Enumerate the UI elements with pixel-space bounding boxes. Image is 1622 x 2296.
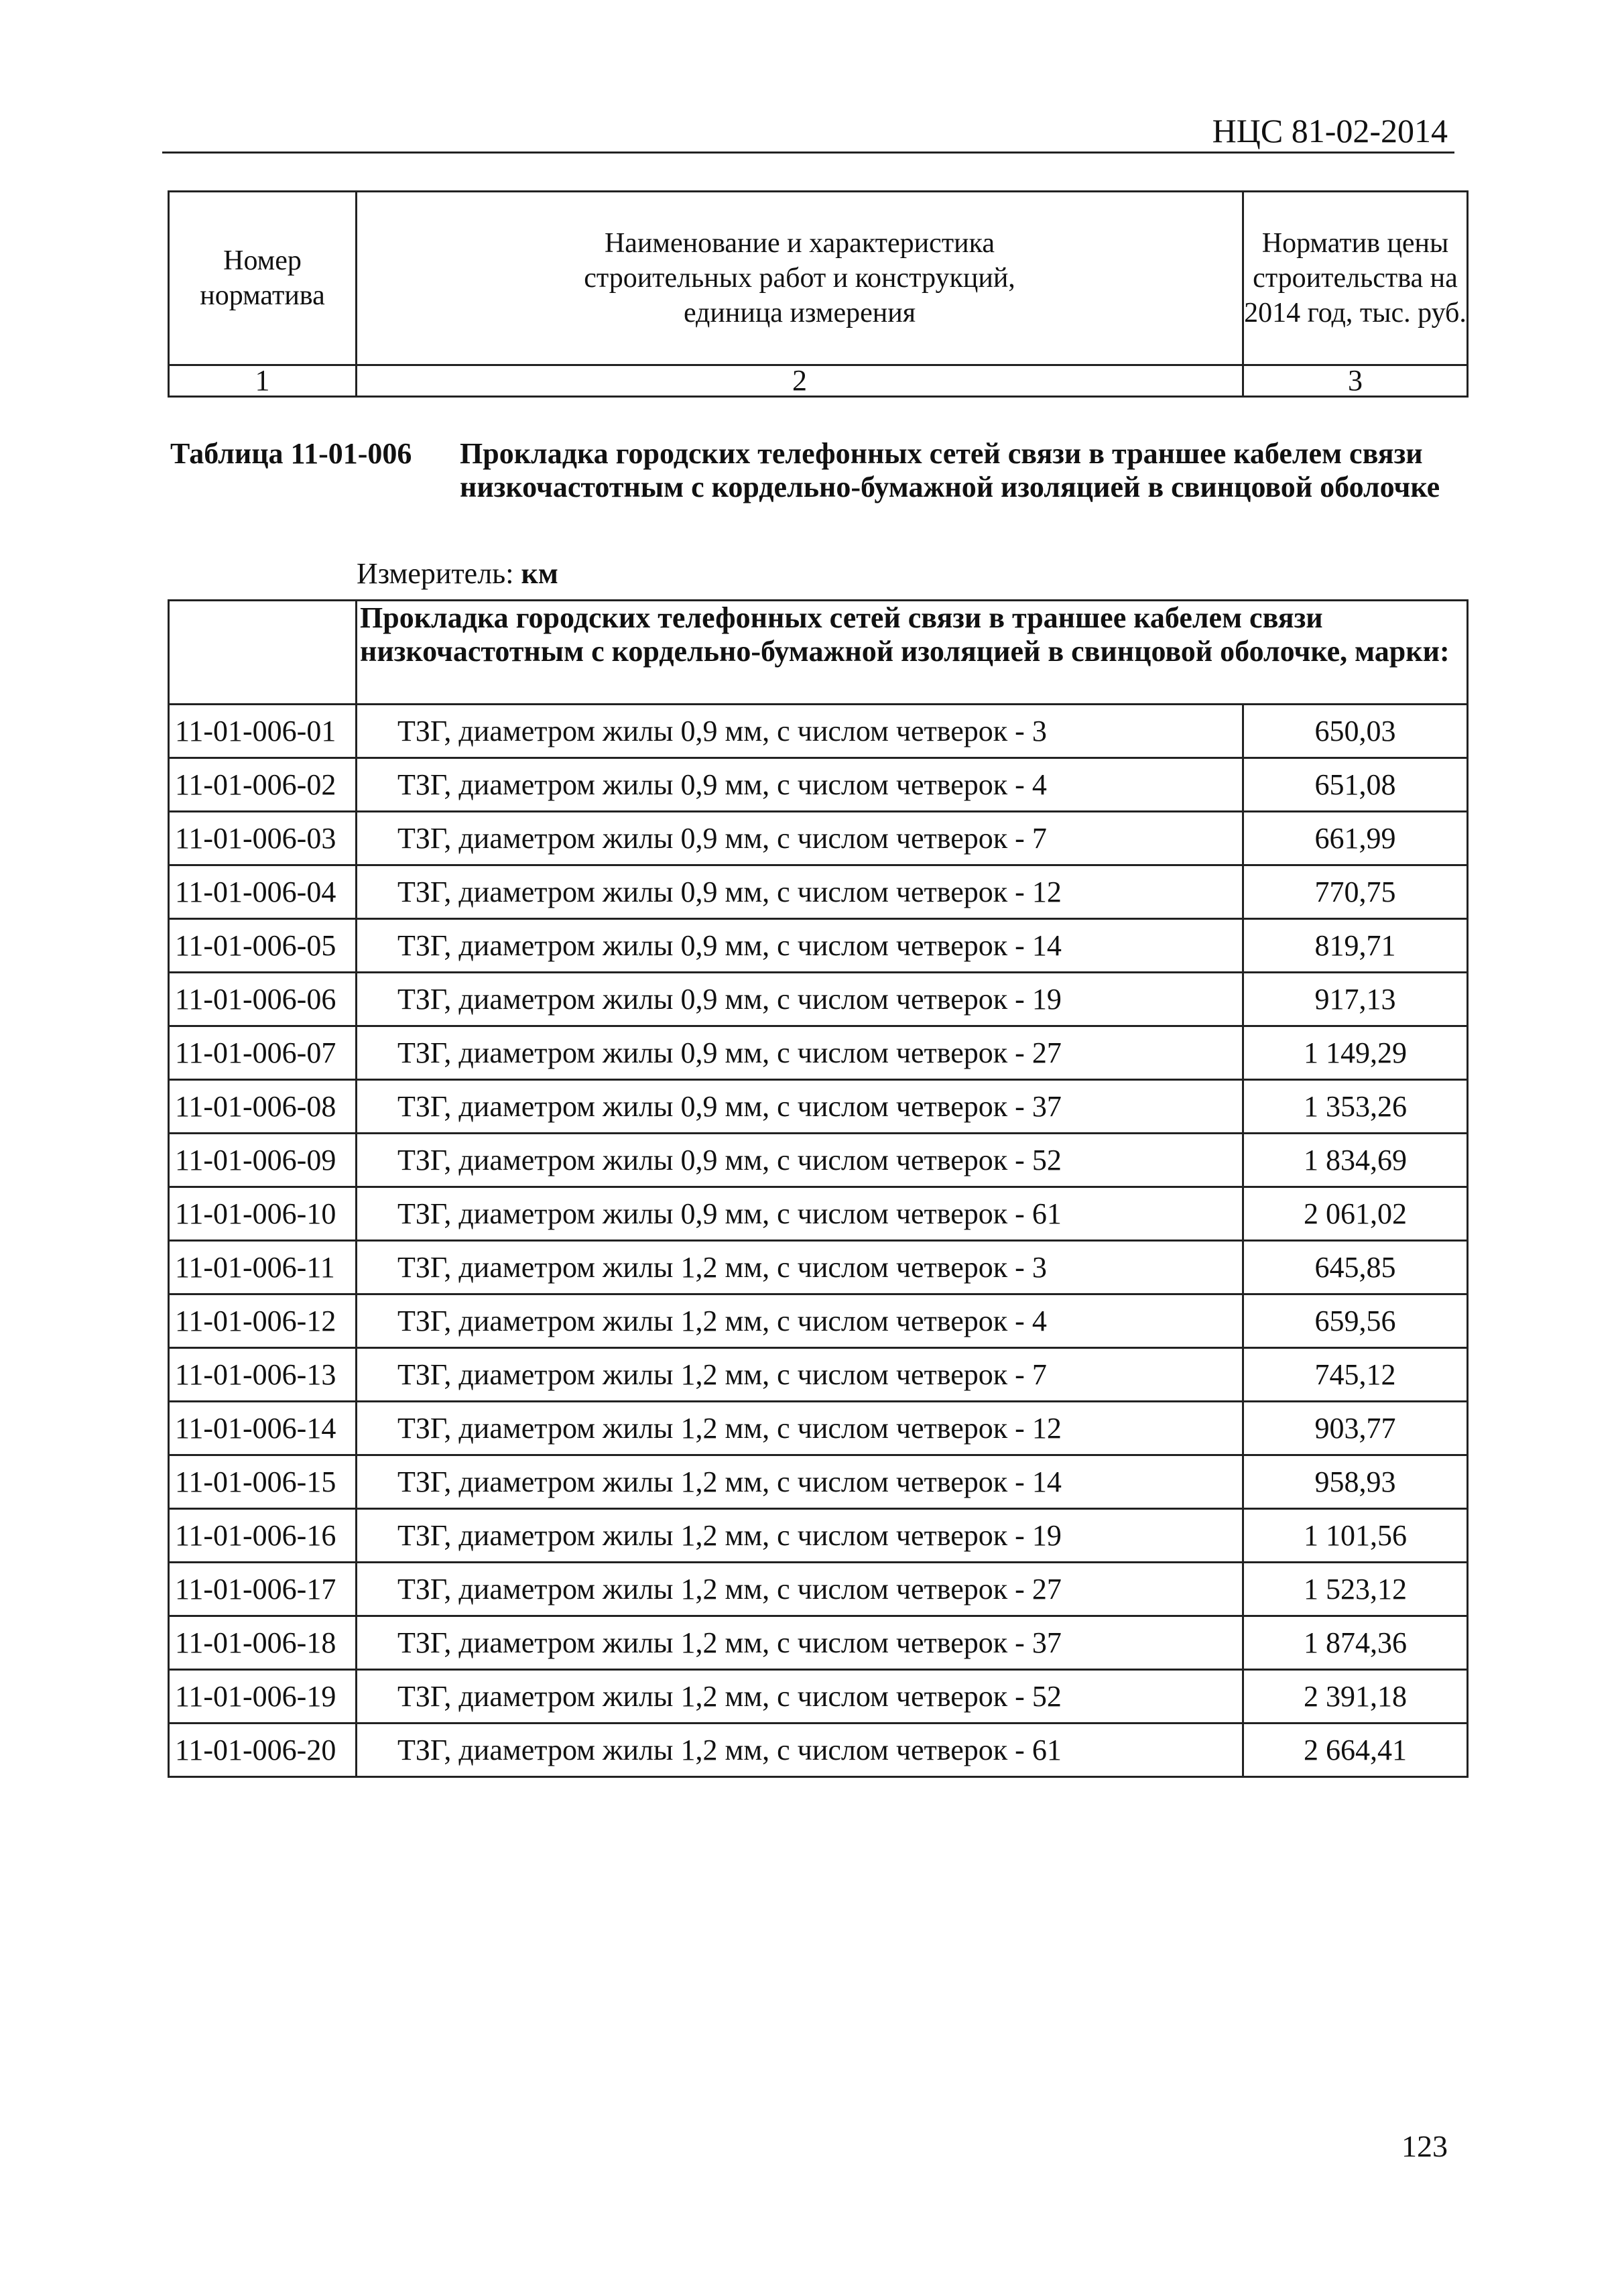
price-cell: 917,13 — [1243, 973, 1468, 1026]
norm-code-cell: 11-01-006-04 — [169, 865, 357, 919]
table-row — [169, 1080, 1468, 1134]
table-row — [169, 1509, 1468, 1563]
norm-code-cell: 11-01-006-09 — [169, 1134, 357, 1187]
description-cell: ТЗГ, диаметром жилы 1,2 мм, с числом четверок - 7 — [357, 1348, 1243, 1402]
table-row — [169, 1616, 1468, 1670]
norm-code-cell: 11-01-006-05 — [169, 919, 357, 973]
price-cell: 958,93 — [1243, 1455, 1468, 1509]
table-row — [169, 1241, 1468, 1294]
header-rule — [162, 152, 1454, 154]
description-cell: ТЗГ, диаметром жилы 0,9 мм, с числом четверок - 4 — [357, 758, 1243, 812]
price-cell: 1 101,56 — [1243, 1509, 1468, 1563]
unit-value: км — [521, 557, 558, 590]
description-cell: ТЗГ, диаметром жилы 0,9 мм, с числом четверок - 12 — [357, 865, 1243, 919]
column-number-1: 1 — [169, 365, 357, 397]
table-row — [169, 705, 1468, 758]
price-cell: 659,56 — [1243, 1294, 1468, 1348]
norm-code-cell: 11-01-006-11 — [169, 1241, 357, 1294]
description-cell: ТЗГ, диаметром жилы 0,9 мм, с числом четверок - 7 — [357, 812, 1243, 865]
description-cell: ТЗГ, диаметром жилы 1,2 мм, с числом четверок - 27 — [357, 1563, 1243, 1616]
table-row — [169, 919, 1468, 973]
description-cell: ТЗГ, диаметром жилы 0,9 мм, с числом четверок - 14 — [357, 919, 1243, 973]
norm-code-cell: 11-01-006-10 — [169, 1187, 357, 1241]
price-cell: 661,99 — [1243, 812, 1468, 865]
unit-label: Измеритель: — [357, 557, 514, 590]
description-cell: ТЗГ, диаметром жилы 1,2 мм, с числом четверок - 3 — [357, 1241, 1243, 1294]
description-cell: ТЗГ, диаметром жилы 0,9 мм, с числом четверок - 3 — [357, 705, 1243, 758]
price-cell: 819,71 — [1243, 919, 1468, 973]
column-number-3: 3 — [1243, 365, 1468, 397]
column-number-2: 2 — [357, 365, 1243, 397]
norm-code-cell: 11-01-006-01 — [169, 705, 357, 758]
norms-table — [168, 599, 1469, 1778]
norm-code-cell: 11-01-006-15 — [169, 1455, 357, 1509]
page-number: 123 — [1401, 2129, 1448, 2163]
description-cell: ТЗГ, диаметром жилы 0,9 мм, с числом четверок - 61 — [357, 1187, 1243, 1241]
norm-code-cell: 11-01-006-17 — [169, 1563, 357, 1616]
price-cell: 2 391,18 — [1243, 1670, 1468, 1724]
document-code: НЦС 81-02-2014 — [1212, 112, 1448, 149]
price-cell: 645,85 — [1243, 1241, 1468, 1294]
column-header-name: Наименование и характеристика строительных работ и конструкций, единица измерения — [357, 192, 1243, 365]
norm-code-cell: 11-01-006-03 — [169, 812, 357, 865]
column-header-table — [168, 190, 1469, 398]
table-row — [169, 1187, 1468, 1241]
norm-code-cell: 11-01-006-19 — [169, 1670, 357, 1724]
table-row — [169, 1670, 1468, 1724]
group-heading-row — [169, 601, 1468, 705]
description-cell: ТЗГ, диаметром жилы 1,2 мм, с числом четверок - 19 — [357, 1509, 1243, 1563]
price-cell: 903,77 — [1243, 1402, 1468, 1455]
norm-code-cell: 11-01-006-06 — [169, 973, 357, 1026]
price-cell: 650,03 — [1243, 705, 1468, 758]
table-row — [169, 1294, 1468, 1348]
table-row — [169, 812, 1468, 865]
description-cell: ТЗГ, диаметром жилы 1,2 мм, с числом четверок - 12 — [357, 1402, 1243, 1455]
table-row — [169, 1563, 1468, 1616]
norm-code-cell: 11-01-006-20 — [169, 1724, 357, 1777]
table-row — [169, 1402, 1468, 1455]
norm-code-cell: 11-01-006-13 — [169, 1348, 357, 1402]
price-cell: 770,75 — [1243, 865, 1468, 919]
price-cell: 1 149,29 — [1243, 1026, 1468, 1080]
column-header-price: Норматив цены строительства на 2014 год, тыс. руб. — [1243, 192, 1468, 365]
table-row — [169, 758, 1468, 812]
norm-code-cell: 11-01-006-16 — [169, 1509, 357, 1563]
table-row — [169, 1348, 1468, 1402]
table-row — [169, 1134, 1468, 1187]
price-cell: 651,08 — [1243, 758, 1468, 812]
description-cell: ТЗГ, диаметром жилы 1,2 мм, с числом четверок - 37 — [357, 1616, 1243, 1670]
norm-code-cell: 11-01-006-07 — [169, 1026, 357, 1080]
price-cell: 2 664,41 — [1243, 1724, 1468, 1777]
price-cell: 2 061,02 — [1243, 1187, 1468, 1241]
table-id: Таблица 11-01-006 — [170, 437, 412, 470]
price-cell: 1 834,69 — [1243, 1134, 1468, 1187]
description-cell: ТЗГ, диаметром жилы 0,9 мм, с числом четверок - 27 — [357, 1026, 1243, 1080]
group-heading: Прокладка городских телефонных сетей связи в траншее кабелем связи низкочастотным с кордельно-бумажной изоляцией в свинцовой оболочке, марки: — [360, 601, 1450, 668]
norm-code-cell: 11-01-006-08 — [169, 1080, 357, 1134]
description-cell: ТЗГ, диаметром жилы 0,9 мм, с числом четверок - 19 — [357, 973, 1243, 1026]
price-cell: 745,12 — [1243, 1348, 1468, 1402]
norm-code-cell: 11-01-006-12 — [169, 1294, 357, 1348]
table-row — [169, 973, 1468, 1026]
price-cell: 1 353,26 — [1243, 1080, 1468, 1134]
unit-line — [357, 556, 558, 591]
table-row — [169, 1026, 1468, 1080]
column-header-number: Номер норматива — [169, 192, 357, 365]
description-cell: ТЗГ, диаметром жилы 1,2 мм, с числом четверок - 4 — [357, 1294, 1243, 1348]
description-cell: ТЗГ, диаметром жилы 1,2 мм, с числом четверок - 14 — [357, 1455, 1243, 1509]
group-heading-cell — [357, 601, 1468, 705]
table-title: Прокладка городских телефонных сетей связи в траншее кабелем связи низкочастотным с кордельно-бумажной изоляцией в свинцовой оболочке — [460, 437, 1440, 503]
group-heading-empty-cell — [169, 601, 357, 705]
price-cell: 1 523,12 — [1243, 1563, 1468, 1616]
table-row — [169, 1724, 1468, 1777]
table-row — [169, 865, 1468, 919]
table-row — [169, 1455, 1468, 1509]
norm-code-cell: 11-01-006-02 — [169, 758, 357, 812]
norm-code-cell: 11-01-006-14 — [169, 1402, 357, 1455]
description-cell: ТЗГ, диаметром жилы 1,2 мм, с числом четверок - 52 — [357, 1670, 1243, 1724]
description-cell: ТЗГ, диаметром жилы 0,9 мм, с числом четверок - 37 — [357, 1080, 1243, 1134]
norm-code-cell: 11-01-006-18 — [169, 1616, 357, 1670]
price-cell: 1 874,36 — [1243, 1616, 1468, 1670]
description-cell: ТЗГ, диаметром жилы 1,2 мм, с числом четверок - 61 — [357, 1724, 1243, 1777]
description-cell: ТЗГ, диаметром жилы 0,9 мм, с числом четверок - 52 — [357, 1134, 1243, 1187]
